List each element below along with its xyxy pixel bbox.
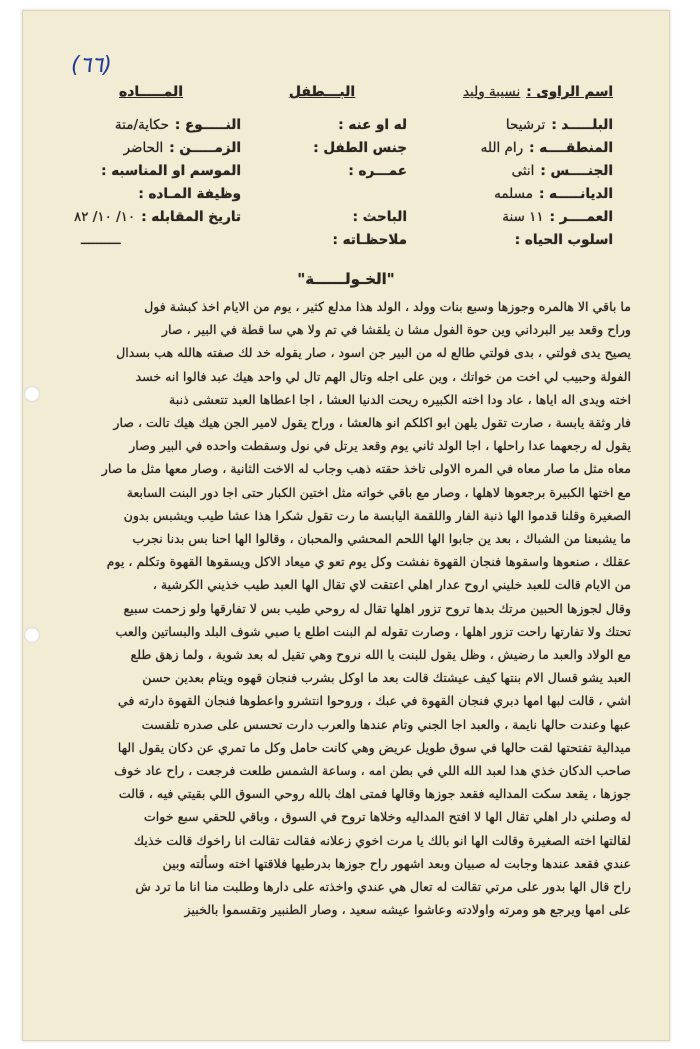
body-line: عقلك ، صنعوها واسقوها فنجان القهوة نفشت وكل يوم تعو ي ميعاد الاكل ويسقوها القهوة وتكلم ، يوم [106,554,631,570]
body-line: مع الولاد والعبد ما رضيش ، وظل يقول للبنت يا الله نروح وهي تقيل له بعد شوية ، ولما زهق طلع [130,647,631,663]
field-value: الحاضر [123,140,164,156]
field-label: تاريخ المقابله : [141,209,241,225]
field-notes [237,229,407,252]
body-line: راح قال الها بدور على مرتي تقالت له تعال هي عندي واخذته على دارها وطلبت منا انا ما ترد ش [135,879,631,895]
body-line: ما يشبعنا من الشباك ، بعد ين جابوا الها اللحم المحشي والمحبان ، وقالوا الها احنا بس بدنا نجرب [132,531,631,547]
punch-hole [24,627,40,643]
field-time [61,137,241,160]
spacer-row [237,183,407,206]
blank-line: ــــــــــ [81,232,121,248]
field-value: نسيبة وليد [462,84,521,100]
body-line: جوزها ، يقعد سكت المداليه فقعد جوزها وقالها فمتى اهك بالله روحي السوق اللي بقيتي فيه ، قالت [118,786,631,802]
body-line: يقول له رجعهما عدا راحلها ، اجا الولد ثاني يوم وقعد يرتل في نول وسقطت واحده في البير وصار [129,438,631,454]
field-label: العمــــر : [549,209,613,225]
punch-hole [24,386,40,402]
document-page [22,10,670,1041]
body-line: فار وثقة يابسة ، صارت تقول يلهن ابو اكلكم انو هالعشا ، وراح يقول لامير الجن هيك هيك تالت ، صار [113,415,631,431]
field-collected-by [237,114,407,137]
field-label: وظيفة المـاده : [138,186,241,202]
body-line: ميدالية تفتحتها لقت حالها في سوق طويل عريض وهي كانت حامل وكل ما تمري عن دكان يقول الها [117,739,631,755]
field-sex [438,160,613,183]
field-narrator-name [438,81,613,104]
field-label: الزمـــــن : [169,140,241,156]
body-line: من الايام قالت للعبد خليني اروح عدار اهلي اعتقت لاي تقال الها العبد طيب خذيني الكرشية ، [152,577,631,593]
material-column [61,81,241,252]
body-line: صاحب الدكان خذي هدا لعبد الله اللي في بطن امه ، وساعة الشمس طلعت فرجعت ، راح عاد خوف [114,763,631,779]
summary-body [61,295,631,921]
field-label: الباحث : [352,209,407,225]
field-value: مسلمه [494,186,533,202]
body-line: لقالتها اخته الصغيرة وقالت الها انو بالك يا مرت اخوي زعلانه فقالت تقالت انا راخوك قالت خذيك [133,832,631,848]
body-line: مع اختها الكبيرة برجعوها لاهلها ، وصار مع باقي خواته مثل اختين الكبار حتى اجا دور البنت السابعة [126,484,631,500]
body-line: عندي فقعد عندها وجابت له صبيان وبعد اشهور راح جوزها بدرطيها فلاقتها اخته وسألته وبين [162,855,631,871]
field-age [438,206,613,229]
body-line: عبها وعندت حالها نايمة ، والعبد اجا الجني وتام عندها والعرب دارت تحسس على صدره تلقست [141,716,631,732]
field-label: البلـــــد : [551,117,613,133]
summary-title: "الخـولــــــة" [297,270,395,288]
body-line: معاه مثل ما صار معاه في المره الاولى تاخذ حقته ذهب وجاب له الاخت الثانية ، وصار معها مثل ما صار [101,461,631,477]
field-label: عمـــره : [348,163,407,179]
body-line: يصيح يدى فولتي ، بدى فولتي طالع له من البير جن اسود ، صار يقوله خد لك صفته هالله هب بسدال [116,345,631,361]
page-number: (٦٦) [71,53,112,78]
field-value: رام الله [480,140,524,156]
narrator-column [438,81,613,252]
field-season [61,160,241,183]
field-lifestyle [438,229,613,252]
field-child-age [237,160,407,183]
field-label: اسم الراوى : [526,84,613,100]
field-label: جنس الطفل : [313,140,407,156]
field-label: النـــــوع : [174,117,241,133]
field-country [438,114,613,137]
field-label: الجنــــس : [540,163,613,179]
field-label: له او عنه : [338,117,407,133]
body-line: وقال لجوزها الحبين مرتك بدها تروح تزور اهلها تقال له روحي طيب بس لا تفارقها ولو زحمت سبيع [123,600,631,616]
body-line: اشي ، قالت لبها امها دبري فنجان القهوة في عبك ، وروحوا انتشرو واعطوها فنجان القهوة دارته في [117,693,631,709]
field-type [61,114,241,137]
field-label: الموسم او المناسبه : [101,163,241,179]
field-value: ترشيحا [505,117,546,133]
body-line: العبد يشو قسال الام بنتها كيف عيشتك قالت بعد ما اوكل بشرب فنجان قهوه ويتام بعدين حسن [142,670,631,686]
body-line: الفولة وحبيب لي اخت من خواتك ، وين على اجله وتال الهم تال لي واحد هيك عبد فالوا انه خسد [135,368,631,384]
field-label: المنطقــــه : [529,140,613,156]
field-label: الديانـــــه : [538,186,613,202]
child-column [237,81,407,252]
field-label: اسلوب الحياه : [514,232,613,248]
field-region [438,137,613,160]
body-line: الصغيرة وقلنا قدموا الها ذنبة الفار واللقمة اليابسة ما رت تقول شكرا هذا عشا طيب ويشبس بدون [123,507,631,523]
body-line: وراح وقعد بير البرداني وين حوة الفول مشا ن يلقشا في تم ولا هي سا قطة في البير ، صار [161,322,631,338]
field-value: ١٠/ ١٠/ ٨٢ [73,209,136,225]
body-line: تحتك ولا تفارتها راحت تزور اهلها ، وصارت تقوله لم البنت اطلع يا صبي شوف البلد والبساتين والعب [115,623,631,639]
material-heading: المـــــاده [118,84,184,100]
field-interview-date [61,206,241,229]
child-heading: البـــطفل [288,84,356,100]
field-label: ملاحظـاته : [332,232,407,248]
body-line: اخته ويدى اله اياها ، عاد ودا اخته الكبيره ريحت الدنيا العشا ، اجا اعطاها العبد تتعشى ذنبة [169,391,631,407]
field-researcher [237,206,407,229]
field-value: ١١ سنة [502,209,544,225]
body-line: على امها ويرجع هو ومرته واولادته وعاشوا عيشه سعيد ، وصار الطنبير وتقسموا بالخبيز [184,902,631,918]
field-religion [438,183,613,206]
field-function [61,183,241,206]
field-value: انثى [511,163,535,179]
field-value: حكاية/متة [114,117,169,133]
body-line: له وصلني دار اهلي تقال الها لا افتح المداليه وخلاها تروح في السوق ، وباقي للحقي سبع خوات [143,809,631,825]
field-child-sex [237,137,407,160]
body-line: ما باقي الا هالمره وجوزها وسبع بنات وولد ، الولد هذا مدلع كثير ، يوم من الايام اخذ كبشة فول [144,299,631,314]
